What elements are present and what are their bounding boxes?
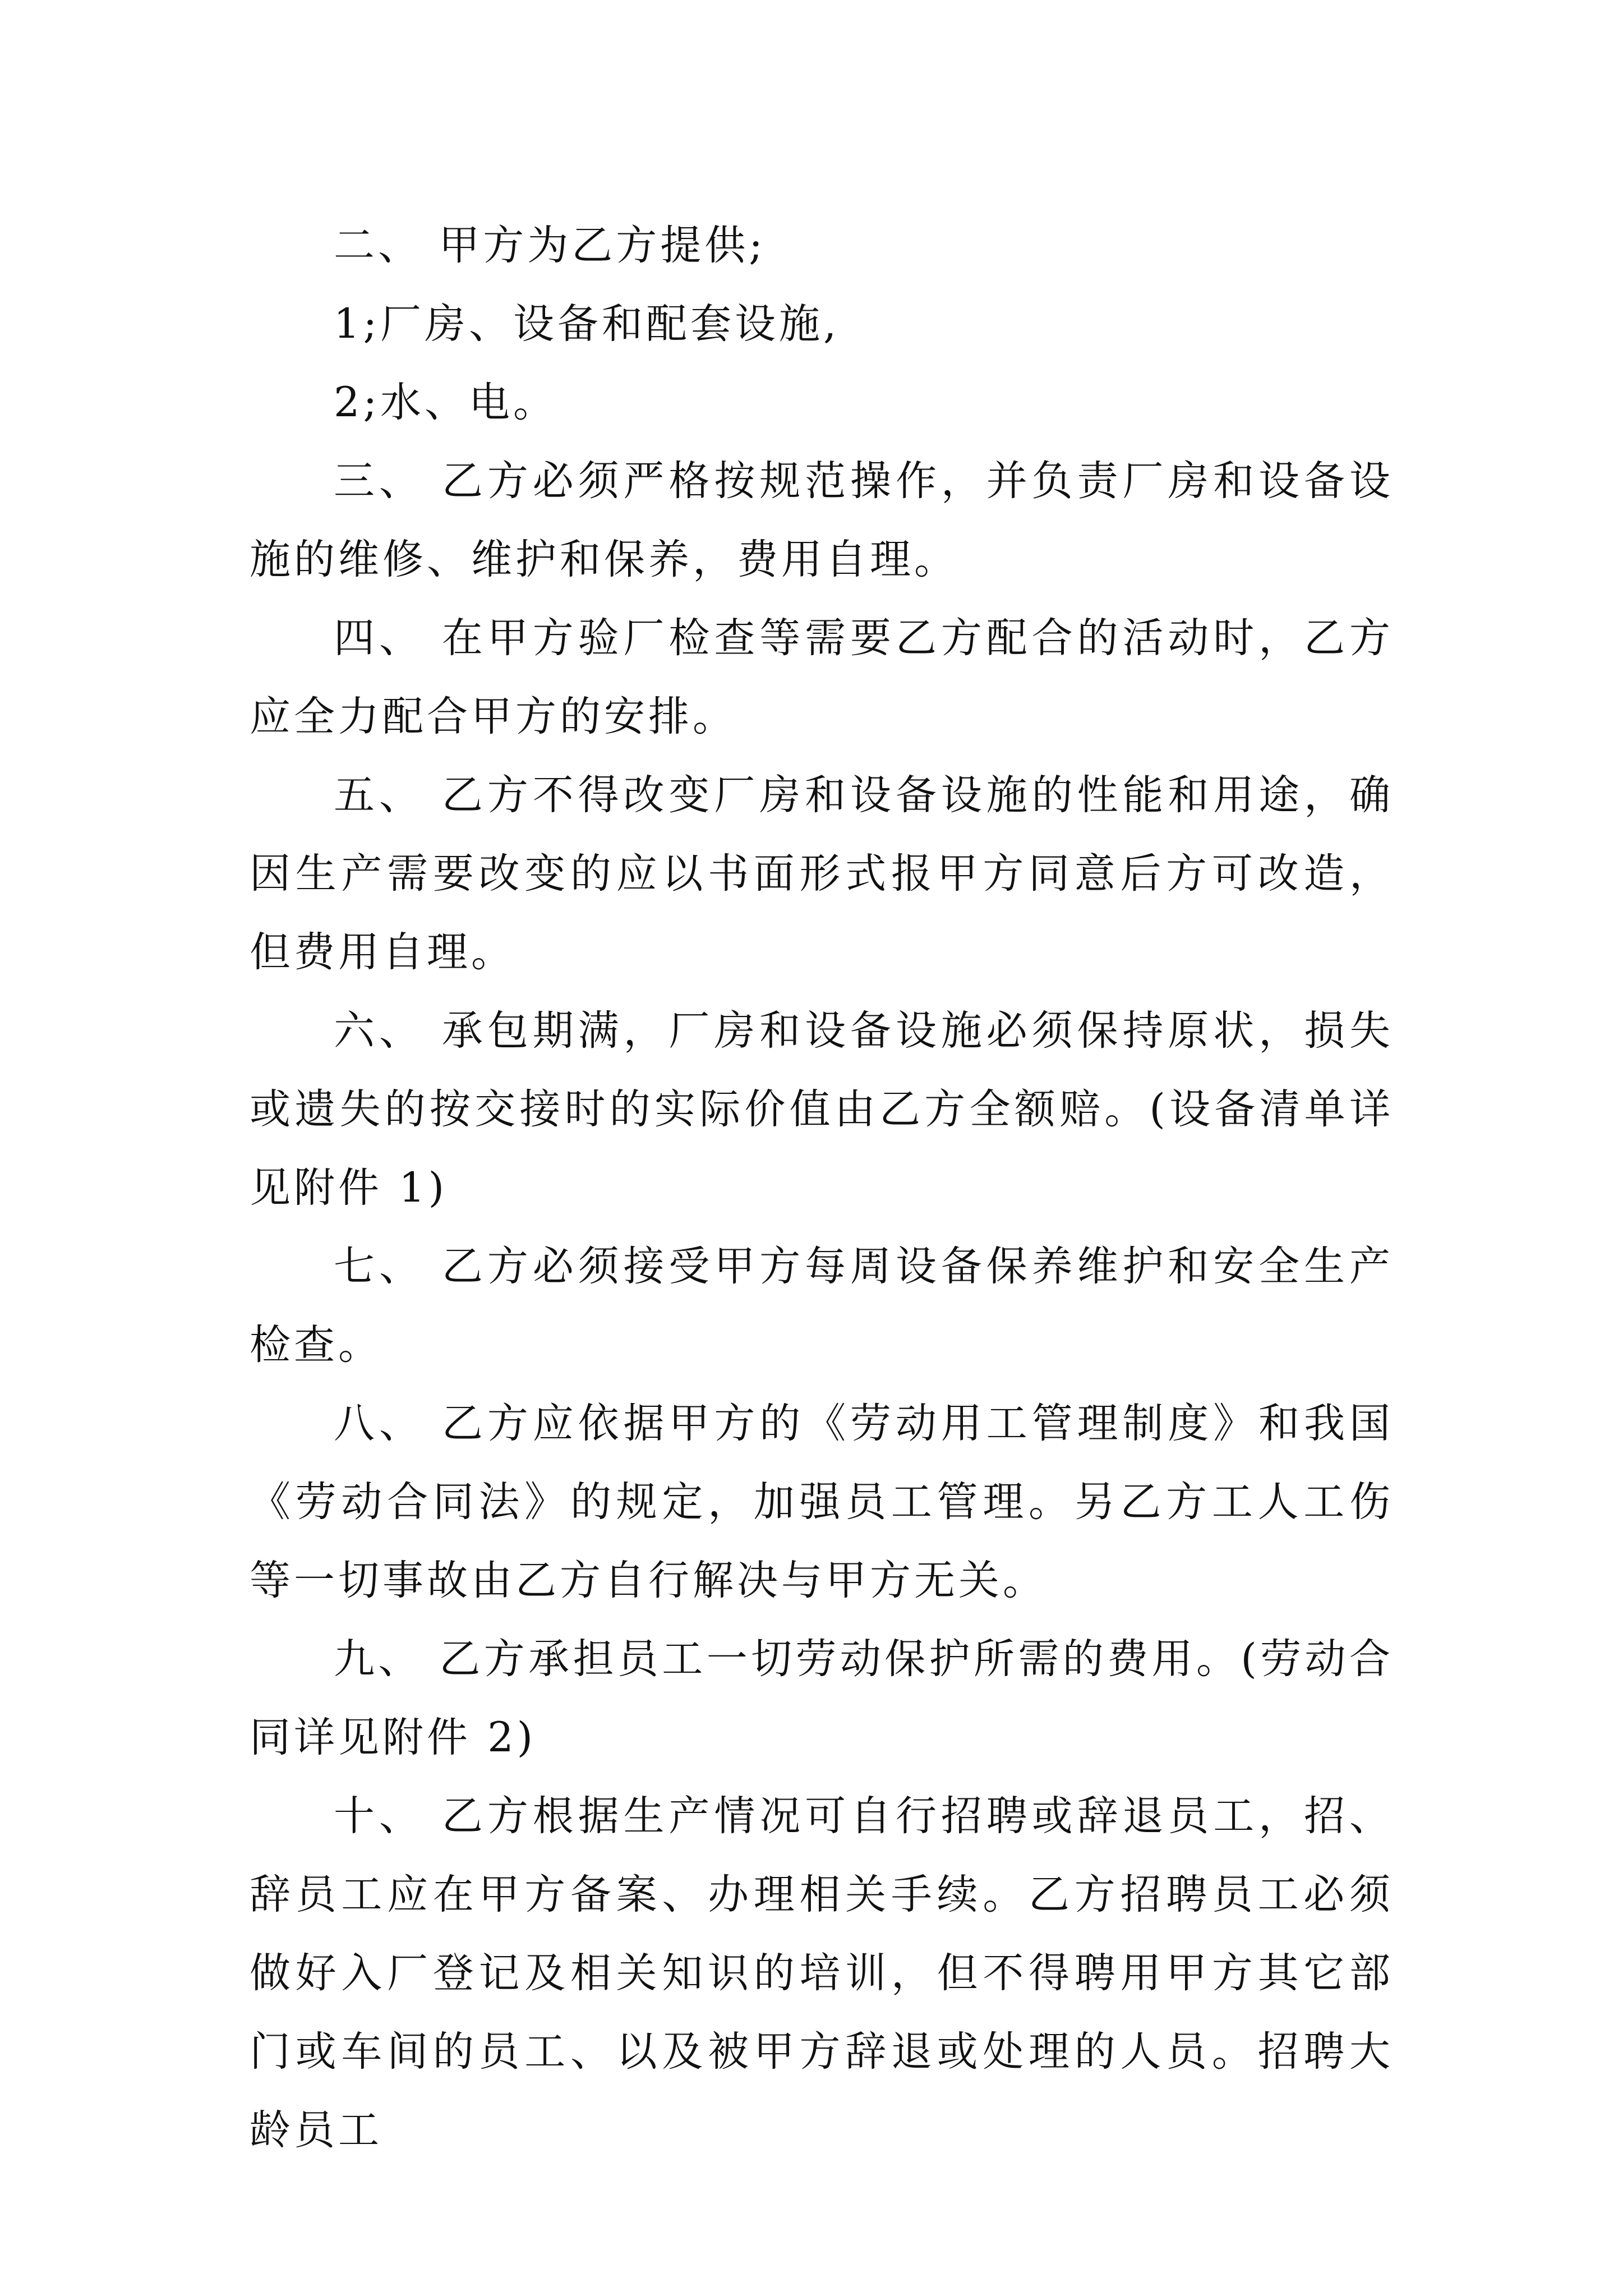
clause-9: 九、 乙方承担员工一切劳动保护所需的费用。(劳动合同详见附件 2) bbox=[250, 1635, 1394, 1761]
clause-10: 十、 乙方根据生产情况可自行招聘或辞退员工，招、辞员工应在甲方备案、办理相关手续。乙方招聘员工必须做好入厂登记及相关知识的培训，但不得聘用甲方其它部门或车间的员工、以及被甲方辞退或处理的人员。招聘大龄员工 bbox=[250, 1792, 1394, 2154]
clause-4: 四、 在甲方验厂检查等需要乙方配合的活动时，乙方应全力配合甲方的安排。 bbox=[250, 614, 1394, 740]
clause-5: 五、 乙方不得改变厂房和设备设施的性能和用途，确因生产需要改变的应以书面形式报甲方同意后方可改造，但费用自理。 bbox=[250, 771, 1394, 976]
clause-8: 八、 乙方应依据甲方的《劳动用工管理制度》和我国《劳动合同法》的规定，加强员工管理。另乙方工人工伤等一切事故由乙方自行解决与甲方无关。 bbox=[250, 1400, 1394, 1604]
clause-3: 三、 乙方必须严格按规范操作，并负责厂房和设备设施的维修、维护和保养，费用自理。 bbox=[250, 457, 1394, 583]
document-body bbox=[250, 206, 1394, 2170]
clause-6: 六、 承包期满，厂房和设备设施必须保持原状，损失或遗失的按交接时的实际价值由乙方全额赔。(设备清单详见附件 1) bbox=[250, 1007, 1394, 1212]
clause-7: 七、 乙方必须接受甲方每周设备保养维护和安全生产检查。 bbox=[250, 1243, 1394, 1369]
clause-2-item-2: 2;水、电。 bbox=[334, 379, 558, 426]
clause-2-item-1: 1;厂房、设备和配套设施, bbox=[334, 300, 840, 348]
clause-2-heading: 二、 甲方为乙方提供; bbox=[334, 222, 766, 269]
